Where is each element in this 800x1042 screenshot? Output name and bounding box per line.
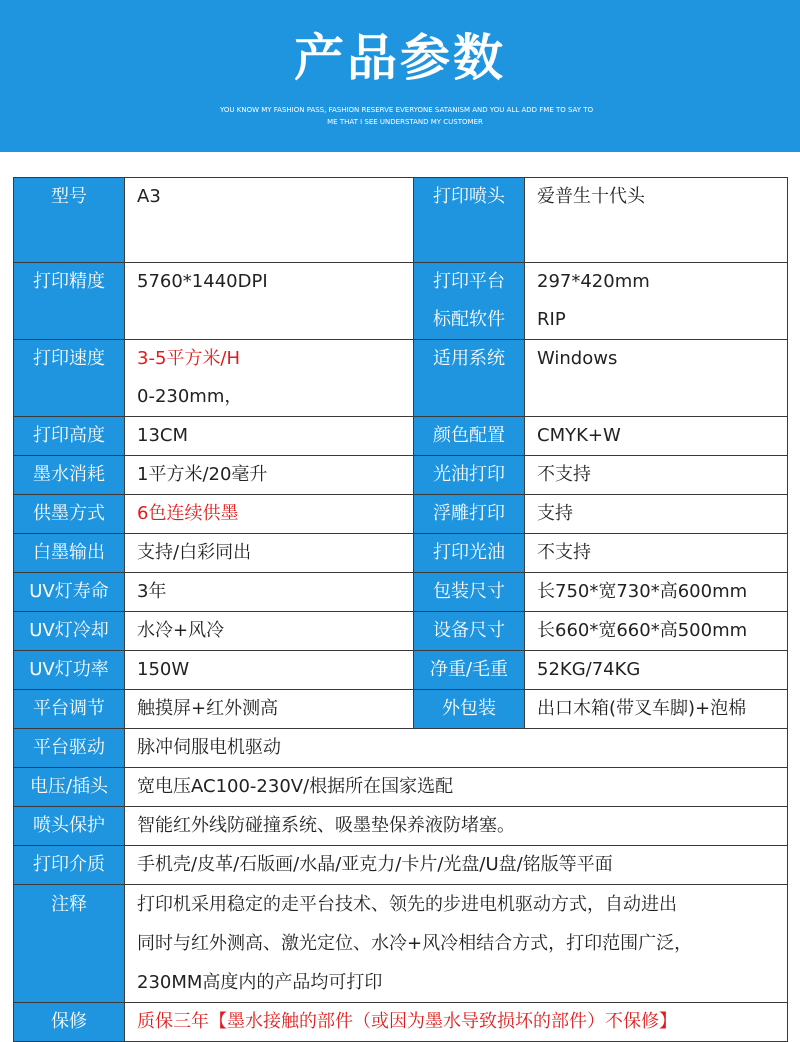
spec-label: 型号 — [14, 178, 125, 263]
note-line: 打印机采用稳定的走平台技术、领先的步进电机驱动方式，自动进出 — [137, 894, 677, 915]
spec-value: RIP — [537, 309, 566, 330]
spec-label: UV灯冷却 — [14, 612, 125, 651]
table-row — [14, 340, 788, 417]
note-line: 同时与红外测高、激光定位、水冷+风冷相结合方式，打印范围广泛， — [137, 933, 693, 954]
spec-value: 52KG/74KG — [525, 651, 788, 690]
spec-label: 包装尺寸 — [414, 573, 525, 612]
table-row — [14, 885, 788, 1003]
spec-label: 平台调节 — [14, 690, 125, 729]
spec-value: 宽电压AC100-230V/根据所在国家选配 — [125, 768, 788, 807]
table-row — [14, 1003, 788, 1042]
spec-value: 5760*1440DPI — [125, 263, 414, 340]
table-row — [14, 495, 788, 534]
spec-value: 长750*宽730*高600mm — [525, 573, 788, 612]
table-row — [14, 807, 788, 846]
spec-label: 供墨方式 — [14, 495, 125, 534]
spec-label: 光油打印 — [414, 456, 525, 495]
spec-table — [13, 177, 788, 1042]
spec-label: 浮雕打印 — [414, 495, 525, 534]
spec-value: CMYK+W — [525, 417, 788, 456]
spec-label: 注释 — [14, 885, 125, 1003]
spec-label: 打印介质 — [14, 846, 125, 885]
spec-label: 设备尺寸 — [414, 612, 525, 651]
table-row — [14, 456, 788, 495]
spec-value: 不支持 — [525, 456, 788, 495]
spec-value: 13CM — [125, 417, 414, 456]
spec-label: 打印精度 — [14, 263, 125, 340]
spec-value: Windows — [525, 340, 788, 417]
spec-value: 爱普生十代头 — [525, 178, 788, 263]
page-title: 产品参数 — [294, 29, 506, 87]
table-row — [14, 178, 788, 263]
spec-value: 0-230mm， — [137, 386, 243, 407]
spec-label: 净重/毛重 — [414, 651, 525, 690]
table-row — [14, 612, 788, 651]
spec-label: 保修 — [14, 1003, 125, 1042]
spec-value: 触摸屏+红外测高 — [125, 690, 414, 729]
spec-label: 电压/插头 — [14, 768, 125, 807]
spec-label: 标配软件 — [433, 309, 505, 330]
spec-label: 喷头保护 — [14, 807, 125, 846]
spec-label: 白墨输出 — [14, 534, 125, 573]
spec-value: 297*420mm — [537, 271, 650, 292]
spec-label: 打印光油 — [414, 534, 525, 573]
spec-value: 智能红外线防碰撞系统、吸墨垫保养液防堵塞。 — [125, 807, 788, 846]
spec-value: 支持 — [525, 495, 788, 534]
spec-label: 墨水消耗 — [14, 456, 125, 495]
header-banner — [0, 0, 800, 152]
warranty-value: 质保三年【墨水接触的部件（或因为墨水导致损坏的部件）不保修】 — [125, 1003, 788, 1042]
spec-value: 出口木箱(带叉车脚)+泡棉 — [525, 690, 788, 729]
spec-value: 支持/白彩同出 — [125, 534, 414, 573]
spec-value-stack — [525, 263, 788, 340]
table-row — [14, 263, 788, 340]
spec-label: 颜色配置 — [414, 417, 525, 456]
spec-value: 脉冲伺服电机驱动 — [125, 729, 788, 768]
spec-label: 打印速度 — [14, 340, 125, 417]
spec-value-stack — [125, 340, 414, 417]
banner-subtitle-line1: YOU KNOW MY FASHION PASS, FASHION RESERVE EVERYONE SATANISM AND YOU ALL ADD FME TO SAY TO — [220, 106, 594, 114]
banner-subtitle-line2: ME THAT I SEE UNDERSTAND MY CUSTOMER — [327, 118, 483, 126]
spec-value: 不支持 — [525, 534, 788, 573]
spec-value-stack — [125, 885, 788, 1003]
spec-value: 水冷+风冷 — [125, 612, 414, 651]
table-row — [14, 768, 788, 807]
banner-subtitle — [220, 104, 594, 128]
table-row — [14, 417, 788, 456]
spec-label: 打印平台 — [433, 271, 505, 292]
table-row — [14, 534, 788, 573]
spec-value-highlight: 3-5平方米/H — [137, 348, 240, 369]
spec-label: UV灯功率 — [14, 651, 125, 690]
spec-value: 3年 — [125, 573, 414, 612]
table-row — [14, 573, 788, 612]
spec-value: A3 — [125, 178, 414, 263]
note-line: 230MM高度内的产品均可打印 — [137, 972, 383, 993]
spec-label: UV灯寿命 — [14, 573, 125, 612]
spec-label: 打印喷头 — [414, 178, 525, 263]
spec-value: 150W — [125, 651, 414, 690]
spec-label: 打印高度 — [14, 417, 125, 456]
table-row — [14, 846, 788, 885]
spec-value: 长660*宽660*高500mm — [525, 612, 788, 651]
spec-label-stack — [414, 263, 525, 340]
spec-label: 外包装 — [414, 690, 525, 729]
spec-value-highlight: 6色连续供墨 — [125, 495, 414, 534]
spec-value: 手机壳/皮革/石版画/水晶/亚克力/卡片/光盘/U盘/铭版等平面 — [125, 846, 788, 885]
table-row — [14, 651, 788, 690]
spec-value: 1平方米/20毫升 — [125, 456, 414, 495]
table-row — [14, 729, 788, 768]
spec-label: 平台驱动 — [14, 729, 125, 768]
table-row — [14, 690, 788, 729]
spec-label: 适用系统 — [414, 340, 525, 417]
